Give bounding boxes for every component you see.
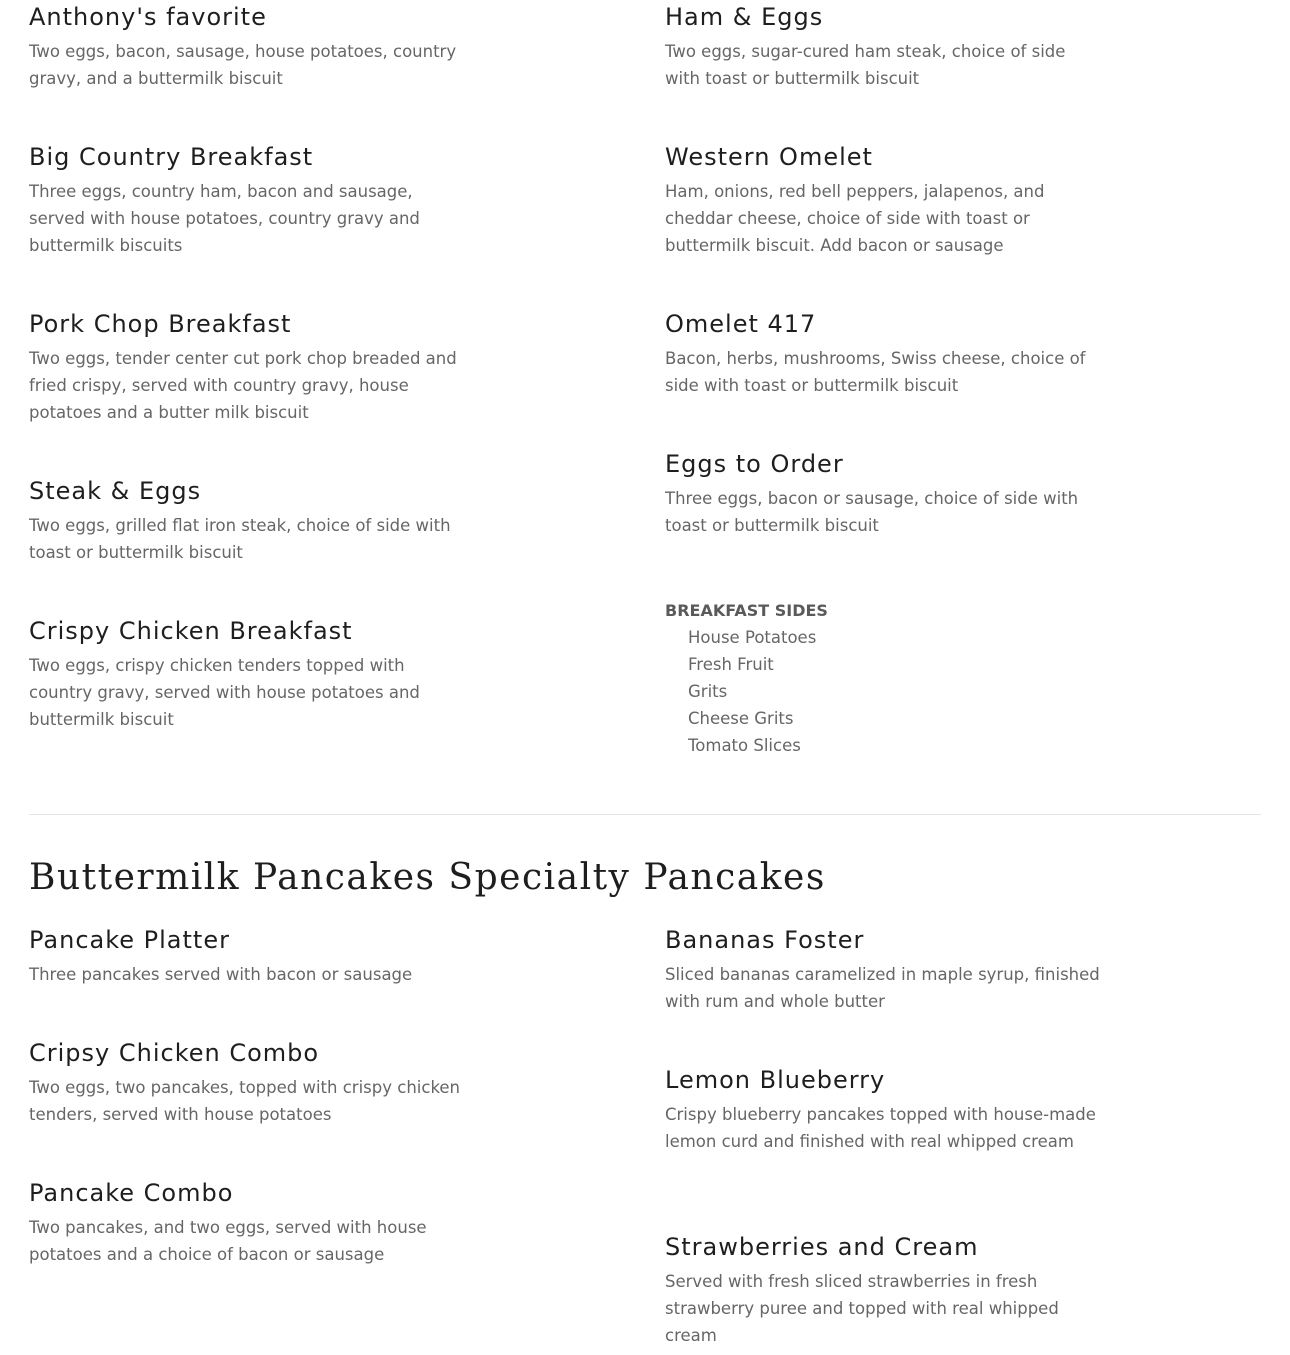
side-item: Grits — [688, 682, 728, 701]
menu-item — [665, 145, 1105, 259]
menu-item-description: Two pancakes, and two eggs, served with house potatoes and a choice of bacon or sausage — [29, 1218, 427, 1264]
menu-item-name: Cripsy Chicken Combo — [29, 1039, 320, 1067]
pancakes-section-title: Buttermilk Pancakes Specialty Pancakes — [29, 857, 826, 898]
side-item: Cheese Grits — [688, 709, 794, 728]
menu-item-name: Omelet 417 — [665, 310, 817, 338]
menu-item — [29, 145, 469, 259]
menu-item-description: Two eggs, bacon, sausage, house potatoes, country gravy, and a buttermilk biscuit — [29, 42, 457, 88]
menu-item-description: Two eggs, sugar-cured ham steak, choice of side with toast or buttermilk biscuit — [665, 42, 1066, 88]
menu-item — [29, 1181, 469, 1268]
breakfast-sides-title: BREAKFAST SIDES — [665, 601, 828, 620]
section-divider — [29, 814, 1261, 815]
side-item: House Potatoes — [688, 628, 817, 647]
menu-item-description: Three eggs, bacon or sausage, choice of side with toast or buttermilk biscuit — [665, 489, 1079, 535]
breakfast-sides — [665, 597, 1105, 759]
menu-item-name: Pancake Platter — [29, 926, 230, 954]
menu-item-name: Pancake Combo — [29, 1179, 234, 1207]
menu-item — [29, 312, 469, 426]
menu-item-description: Sliced bananas caramelized in maple syrup, finished with rum and whole butter — [665, 965, 1100, 1011]
menu-item-name: Strawberries and Cream — [665, 1233, 979, 1261]
menu-item-name: Lemon Blueberry — [665, 1066, 886, 1094]
menu-item — [665, 5, 1105, 92]
menu-item-name: Ham & Eggs — [665, 3, 824, 31]
menu-item-description: Served with fresh sliced strawberries in fresh strawberry puree and topped with real whipped cream — [665, 1272, 1059, 1345]
menu-item-description: Two eggs, grilled flat iron steak, choice of side with toast or buttermilk biscuit — [29, 516, 451, 562]
menu-item-description: Bacon, herbs, mushrooms, Swiss cheese, choice of side with toast or buttermilk biscuit — [665, 349, 1086, 395]
menu-item-description: Ham, onions, red bell peppers, jalapenos, and cheddar cheese, choice of side with toast or buttermilk biscuit. Add bacon or sausage — [665, 182, 1045, 255]
menu-item-description: Three pancakes served with bacon or sausage — [29, 965, 413, 984]
menu-item-name: Eggs to Order — [665, 450, 844, 478]
side-item: Tomato Slices — [688, 736, 801, 755]
menu-item-description: Crispy blueberry pancakes topped with house-made lemon curd and finished with real whipped cream — [665, 1105, 1096, 1151]
menu-item — [665, 1235, 1105, 1349]
menu-item — [29, 928, 469, 988]
menu-item — [29, 479, 469, 566]
menu-item — [29, 1041, 469, 1128]
menu-item — [665, 312, 1105, 399]
menu-item — [29, 619, 469, 733]
menu-item-name: Anthony's favorite — [29, 3, 267, 31]
breakfast-sides-list — [665, 624, 1105, 759]
menu-item-name: Steak & Eggs — [29, 477, 202, 505]
menu-item-description: Two eggs, crispy chicken tenders topped with country gravy, served with house potatoes and buttermilk biscuit — [29, 656, 420, 729]
menu-item-description: Three eggs, country ham, bacon and sausage, served with house potatoes, country gravy and buttermilk biscuits — [29, 182, 420, 255]
menu-item-name: Big Country Breakfast — [29, 143, 314, 171]
menu-item-name: Crispy Chicken Breakfast — [29, 617, 353, 645]
menu-item — [665, 928, 1105, 1015]
menu-item — [29, 5, 469, 92]
menu-item — [665, 1068, 1105, 1155]
menu-item-name: Bananas Foster — [665, 926, 865, 954]
menu-item-description: Two eggs, tender center cut pork chop breaded and fried crispy, served with country gravy, house potatoes and a butter milk biscuit — [29, 349, 457, 422]
menu-item-name: Pork Chop Breakfast — [29, 310, 292, 338]
menu-item — [665, 452, 1105, 539]
side-item: Fresh Fruit — [688, 655, 774, 674]
menu-item-name: Western Omelet — [665, 143, 873, 171]
menu-item-description: Two eggs, two pancakes, topped with crispy chicken tenders, served with house potatoes — [29, 1078, 461, 1124]
